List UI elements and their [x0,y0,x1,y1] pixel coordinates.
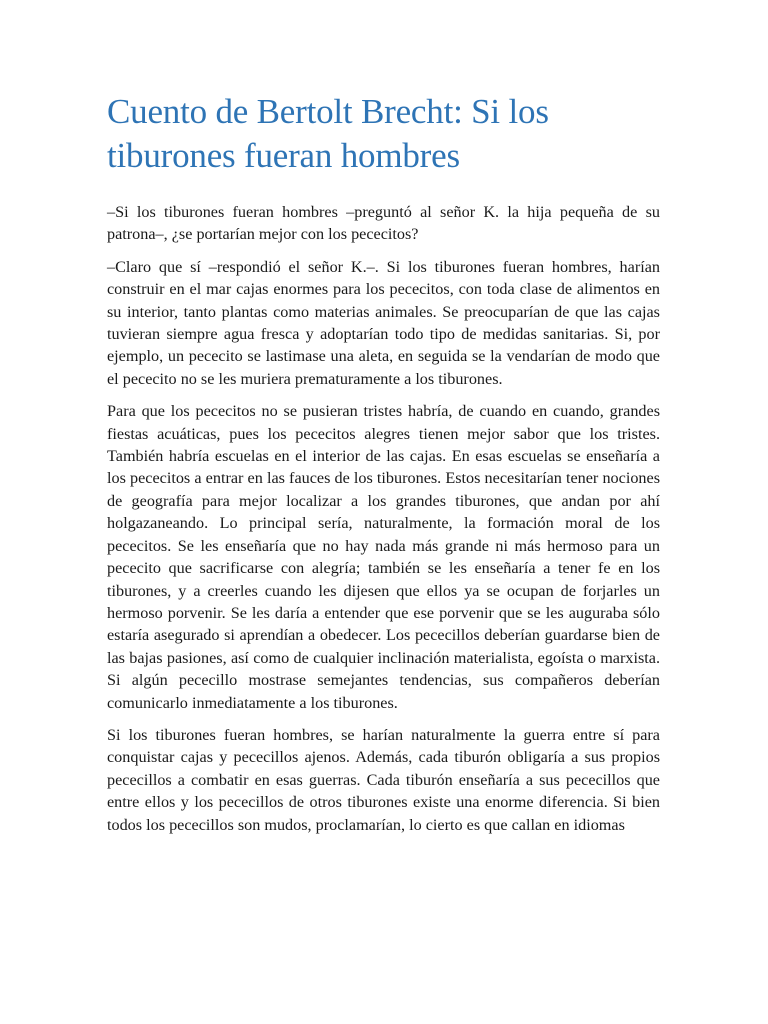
document-title: Cuento de Bertolt Brecht: Si los tiburones fueran hombres [107,92,549,175]
paragraph-dialogue-answer: –Claro que sí –respondió el señor K.–. Si los tiburones fueran hombres, harían construir en el mar cajas enormes para los pececitos, con toda clase de alimentos en su interior, tanto plantas como materias animales. Se preocuparían de que las cajas tuvieran siempre agua fresca y adoptarían todo tipo de medidas sanitarias. Si, por ejemplo, un pececito se lastimase una aleta, en seguida se la vendarían de modo que el pececito no se les muriera prematuramente a los tiburones. [107,257,660,388]
paragraph-war: Si los tiburones fueran hombres, se harían naturalmente la guerra entre sí para conquistar cajas y pececillos ajenos. Además, cada tiburón obligaría a sus propios pececillos a combatir en esas guerras. Cada tiburón enseñaría a sus pececillos que entre ellos y los pececillos de otros tiburones existe una enorme diferencia. Si bien todos los pececillos son mudos, proclamarían, lo cierto es que callan en idiomas [107,725,660,834]
paragraph-schools: Para que los pececitos no se pusieran tristes habría, de cuando en cuando, grandes fiestas acuáticas, pues los pececitos alegres tienen mejor sabor que los tristes. También habría escuelas en el interior de las cajas. En esas escuelas se enseñaría a los pececitos a entrar en las fauces de los tiburones. Estos necesitarían tener nociones de geografía para mejor localizar a los grandes tiburones, que andan por ahí holgazaneando. Lo principal sería, naturalmente, la formación moral de los pececitos. Se les enseñaría que no hay nada más grande ni más hermoso para un pececito que sacrificarse con alegría; también se les enseñaría a tener fe en los tiburones, y a creerles cuando les dijesen que ellos ya se ocupan de forjarles un hermoso porvenir. Se les daría a entender que ese porvenir que se les auguraba sólo estaría asegurado si aprendían a obedecer. Los pececillos deberían guardarse bien de las bajas pasiones, así como de cualquier inclinación materialista, egoísta o marxista. Si algún pececillo mostrase semejantes tendencias, sus compañeros deberían comunicarlo inmediatamente a los tiburones. [107,402,660,712]
paragraph-dialogue-question: –Si los tiburones fueran hombres –preguntó al señor K. la hija pequeña de su patrona–, ¿se portarían mejor con los pececitos? [107,203,660,244]
document-page [107,90,660,846]
